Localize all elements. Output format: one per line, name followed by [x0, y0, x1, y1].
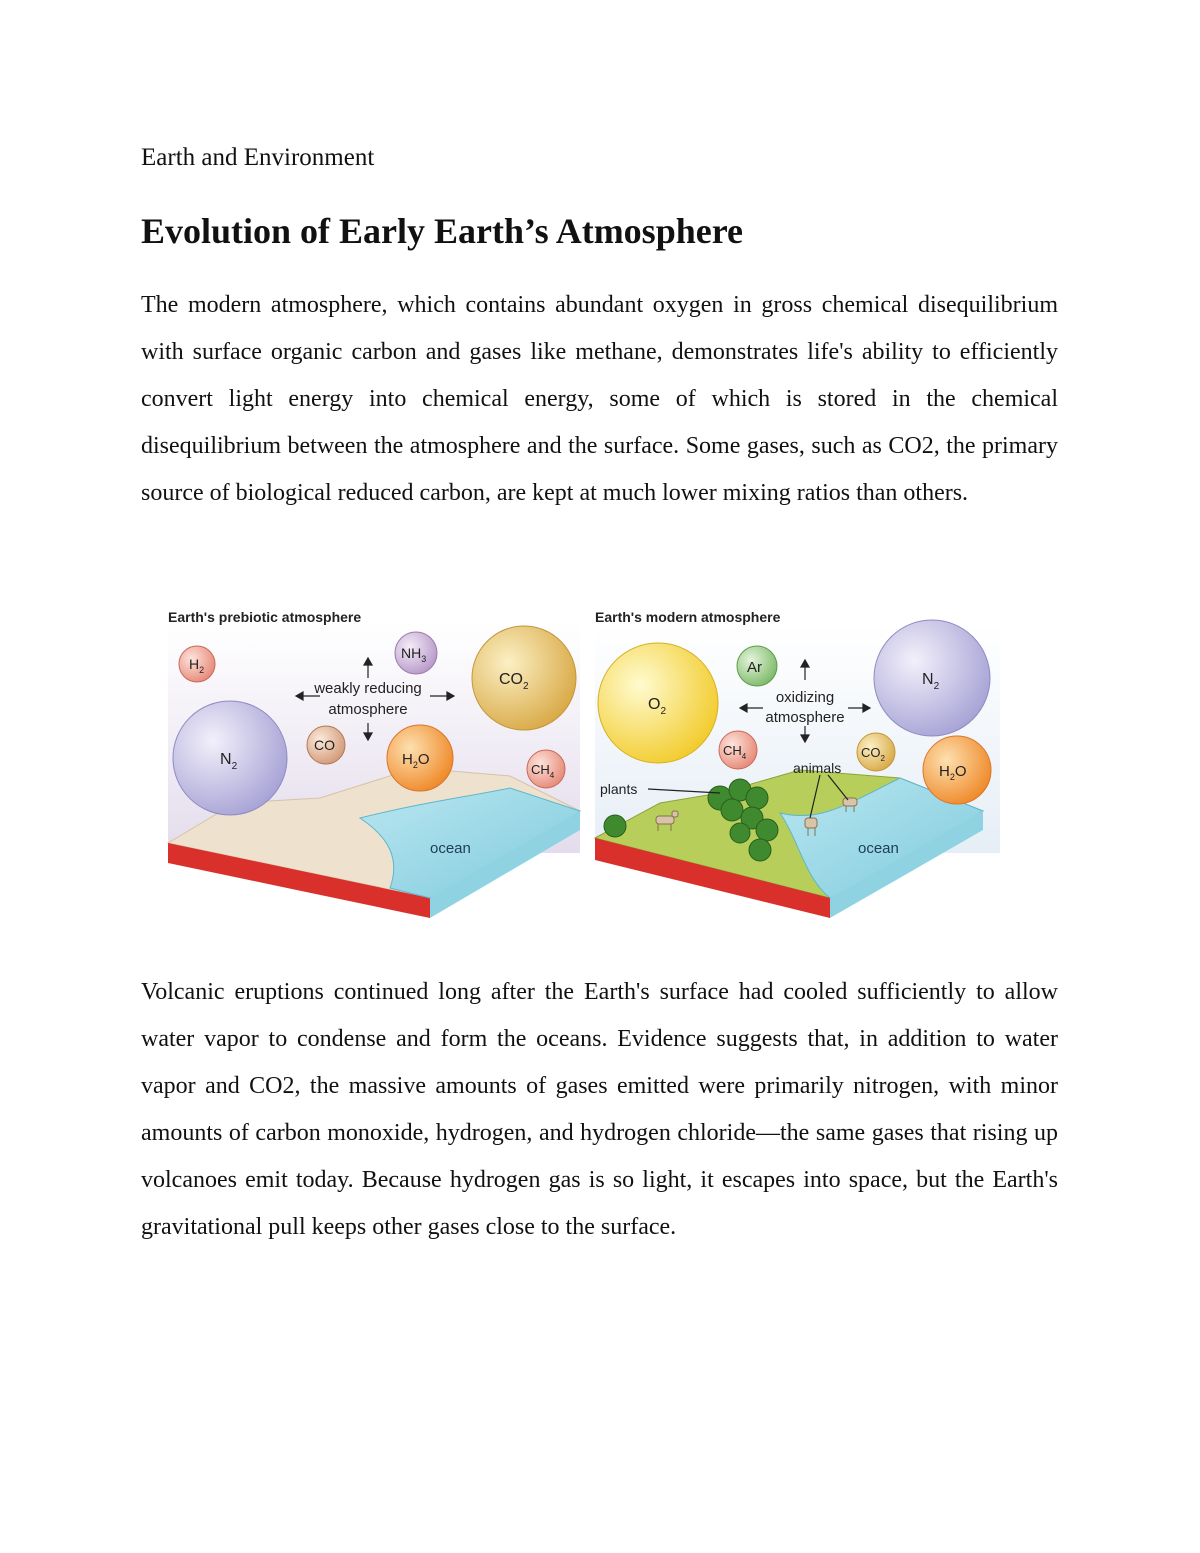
modern-h2o-bubble [923, 736, 991, 804]
prebiotic-n2-bubble [173, 701, 287, 815]
prebiotic-center-label-2: atmosphere [328, 701, 408, 718]
svg-text:CO2: $CO_2$ [861, 745, 885, 763]
svg-text:H2: $H_2$ [189, 656, 205, 675]
modern-co2-bubble [857, 733, 895, 771]
svg-text:Ar: Ar [747, 659, 762, 676]
svg-text:CH4: $CH_4$ [531, 762, 555, 780]
svg-text:O2: $O_2$ [648, 696, 667, 717]
modern-ocean-label: ocean [858, 840, 899, 857]
modern-center-label-2: atmosphere [765, 709, 845, 726]
modern-panel [595, 609, 1000, 918]
modern-ch4-bubble [719, 731, 757, 769]
svg-text:CO2: $CO_2$ [499, 671, 529, 692]
prebiotic-ocean-label: ocean [430, 840, 471, 857]
modern-n2-bubble [874, 620, 990, 736]
svg-text:H2O: $H_2O$ [402, 751, 430, 770]
modern-o2-bubble [598, 643, 718, 763]
prebiotic-h2o-bubble [387, 725, 453, 791]
svg-text:N2: $N_2$ [220, 751, 238, 772]
prebiotic-co2-bubble [472, 626, 576, 730]
modern-center-label-1: oxidizing [775, 689, 835, 706]
animals-label: animals [793, 760, 842, 776]
paragraph-2: Volcanic eruptions continued long after the Earth's surface had cooled sufficiently to allow water vapor to condense and form the oceans. Evidence suggests that, in addition to water vapor and CO2, the massive amounts of gases emitted were primarily nitrogen, with minor amounts of carbon monoxide, hydrogen, and hydrogen chloride—the same gases that rising up volcanoes emit today. Because hydrogen gas is so light, it escapes into space, but the Earth's gravitational pull keeps other gases close to the surface. [141, 979, 1058, 1240]
svg-text:H2O: $H_2O$ [939, 763, 967, 782]
svg-text:CH4: $CH_4$ [723, 743, 747, 761]
svg-text:N2: $N_2$ [922, 671, 940, 692]
svg-text:NH3: $NH_3$ [401, 645, 427, 664]
prebiotic-panel-title: Earth's prebiotic atmosphere [168, 609, 362, 625]
plants-label: plants [600, 781, 638, 797]
prebiotic-h2-bubble [179, 646, 215, 682]
prebiotic-co-bubble [307, 726, 345, 764]
prebiotic-center-label-1: weakly reducing [314, 680, 422, 697]
svg-text:CO: CO [314, 737, 335, 753]
modern-ar-bubble [737, 646, 777, 686]
page-title: Evolution of Early Earth’s Atmosphere [141, 211, 744, 251]
paragraph-1: The modern atmosphere, which contains abundant oxygen in gross chemical disequilibrium with surface organic carbon and gases like methane, demonstrates life's ability to efficiently convert light energy into chemical energy, some of which is stored in the chemical disequilibrium between the atmosphere and the surface. Some gases, such as CO2, the primary source of biological reduced carbon, are kept at much lower mixing ratios than others. [141, 292, 1058, 506]
prebiotic-panel [168, 609, 580, 918]
prebiotic-ch4-bubble [527, 750, 565, 788]
atmosphere-figure [160, 598, 1000, 938]
course-name: Earth and Environment [141, 144, 375, 171]
modern-panel-title: Earth's modern atmosphere [595, 609, 781, 625]
prebiotic-nh3-bubble [395, 632, 437, 674]
